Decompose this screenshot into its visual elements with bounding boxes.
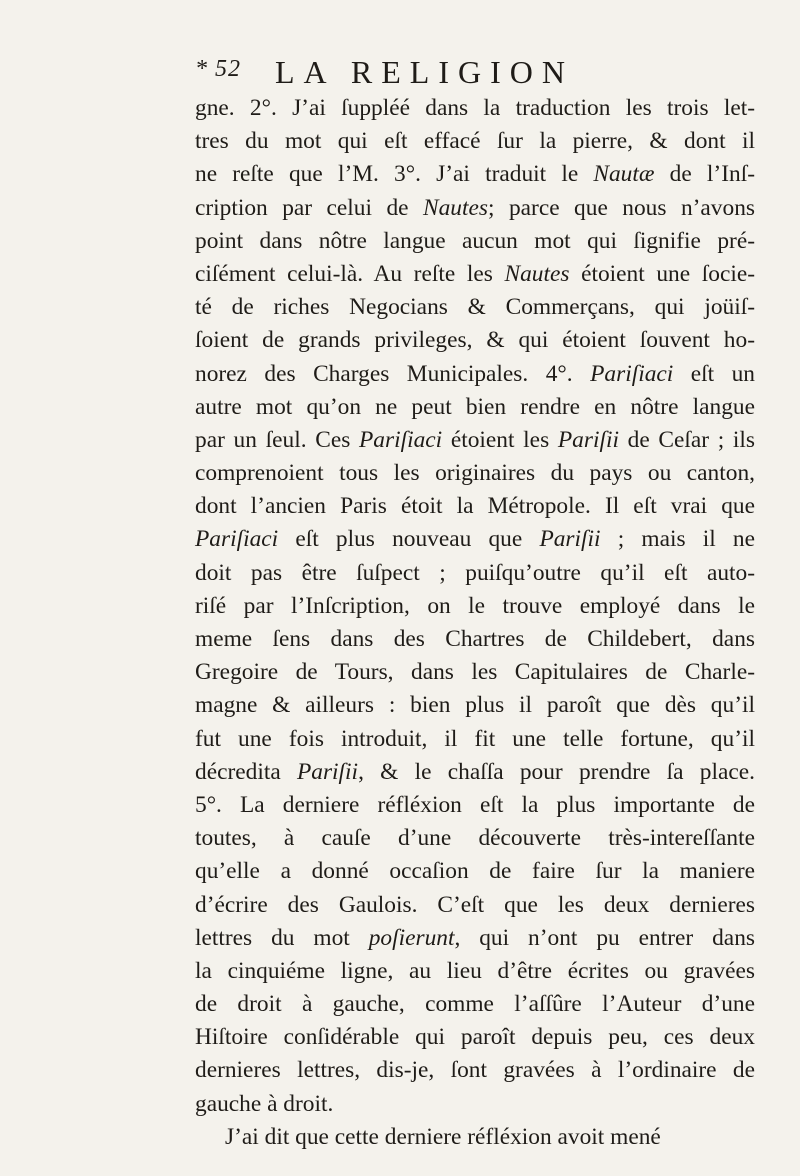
text-line: point dans nôtre langue aucun mot qui ſignifie pré- — [195, 227, 755, 254]
text-line: gne. 2°. J’ai ſuppléé dans la traduction les trois let- — [195, 95, 755, 121]
text-line: dont l’ancien Paris étoit la Métropole. Il eſt vrai que — [195, 493, 755, 520]
text-line: riſé par l’Inſcription, on le trouve employé dans le — [195, 592, 755, 619]
text-line: ciſément celui-là. Au reſte les Nautes étoient une ſocie- — [195, 260, 755, 287]
text-line: norez des Charges Municipales. 4°. Pariſiaci eſt un — [195, 360, 756, 387]
text-line: fut une fois introduit, il fit une telle fortune, qu’il — [195, 725, 755, 752]
page-header — [195, 56, 755, 92]
text-line: doit pas être ſuſpect ; puiſqu’outre qu’il eſt auto- — [195, 559, 755, 586]
text-line: qu’elle a donné occaſion de faire ſur la maniere — [195, 858, 755, 885]
body-text — [195, 92, 755, 1154]
text-line: décredita Pariſii, & le chaſſa pour prendre ſa place. — [195, 758, 755, 785]
text-line: Gregoire de Tours, dans les Capitulaires de Charle- — [195, 659, 755, 686]
text-line: J’ai dit que cette derniere réfléxion avoit mené — [225, 1123, 661, 1150]
text-line: 5°. La derniere réfléxion eſt la plus importante de — [195, 791, 755, 818]
text-line: d’écrire des Gaulois. C’eſt que les deux dernieres — [195, 891, 755, 918]
page-number: * 52 — [195, 56, 241, 82]
text-line: comprenoient tous les originaires du pays ou canton, — [195, 460, 755, 487]
text-line: lettres du mot poſierunt, qui n’ont pu entrer dans — [195, 924, 755, 951]
text-line: Hiſtoire conſidérable qui paroît depuis peu, ces deux — [195, 1024, 755, 1051]
text-line: ne reſte que l’M. 3°. J’ai traduit le Nautæ de l’Inſ- — [195, 161, 755, 188]
text-line: dernieres lettres, dis-je, ſont gravées à l’ordinaire de — [195, 1057, 755, 1084]
text-line: tres du mot qui eſt effacé ſur la pierre, & dont il — [195, 128, 755, 155]
text-line: la cinquiéme ligne, au lieu d’être écrites ou gravées — [195, 957, 755, 984]
text-line: ſoient de grands privileges, & qui étoient ſouvent ho- — [195, 327, 755, 354]
text-line: té de riches Negocians & Commerçans, qui joüiſ- — [195, 294, 755, 321]
text-line: par un ſeul. Ces Pariſiaci étoient les Pariſii de Ceſar ; ils — [195, 426, 756, 453]
text-line: magne & ailleurs : bien plus il paroît que dès qu’il — [195, 692, 755, 719]
text-line: gauche à droit. — [195, 1090, 334, 1117]
text-line: de droit à gauche, comme l’aſſûre l’Auteur d’une — [195, 991, 755, 1018]
text-line: meme ſens dans des Chartres de Childebert, dans — [195, 626, 755, 652]
text-line: autre mot qu’on ne peut bien rendre en nôtre langue — [195, 393, 755, 420]
text-line: toutes, à cauſe d’une découverte très-intereſſante — [195, 825, 755, 852]
text-line: Pariſiaci eſt plus nouveau que Pariſii ; mais il ne — [195, 526, 755, 553]
running-title: LA RELIGION — [275, 54, 574, 90]
text-line: cription par celui de Nautes; parce que nous n’avons — [195, 194, 755, 221]
